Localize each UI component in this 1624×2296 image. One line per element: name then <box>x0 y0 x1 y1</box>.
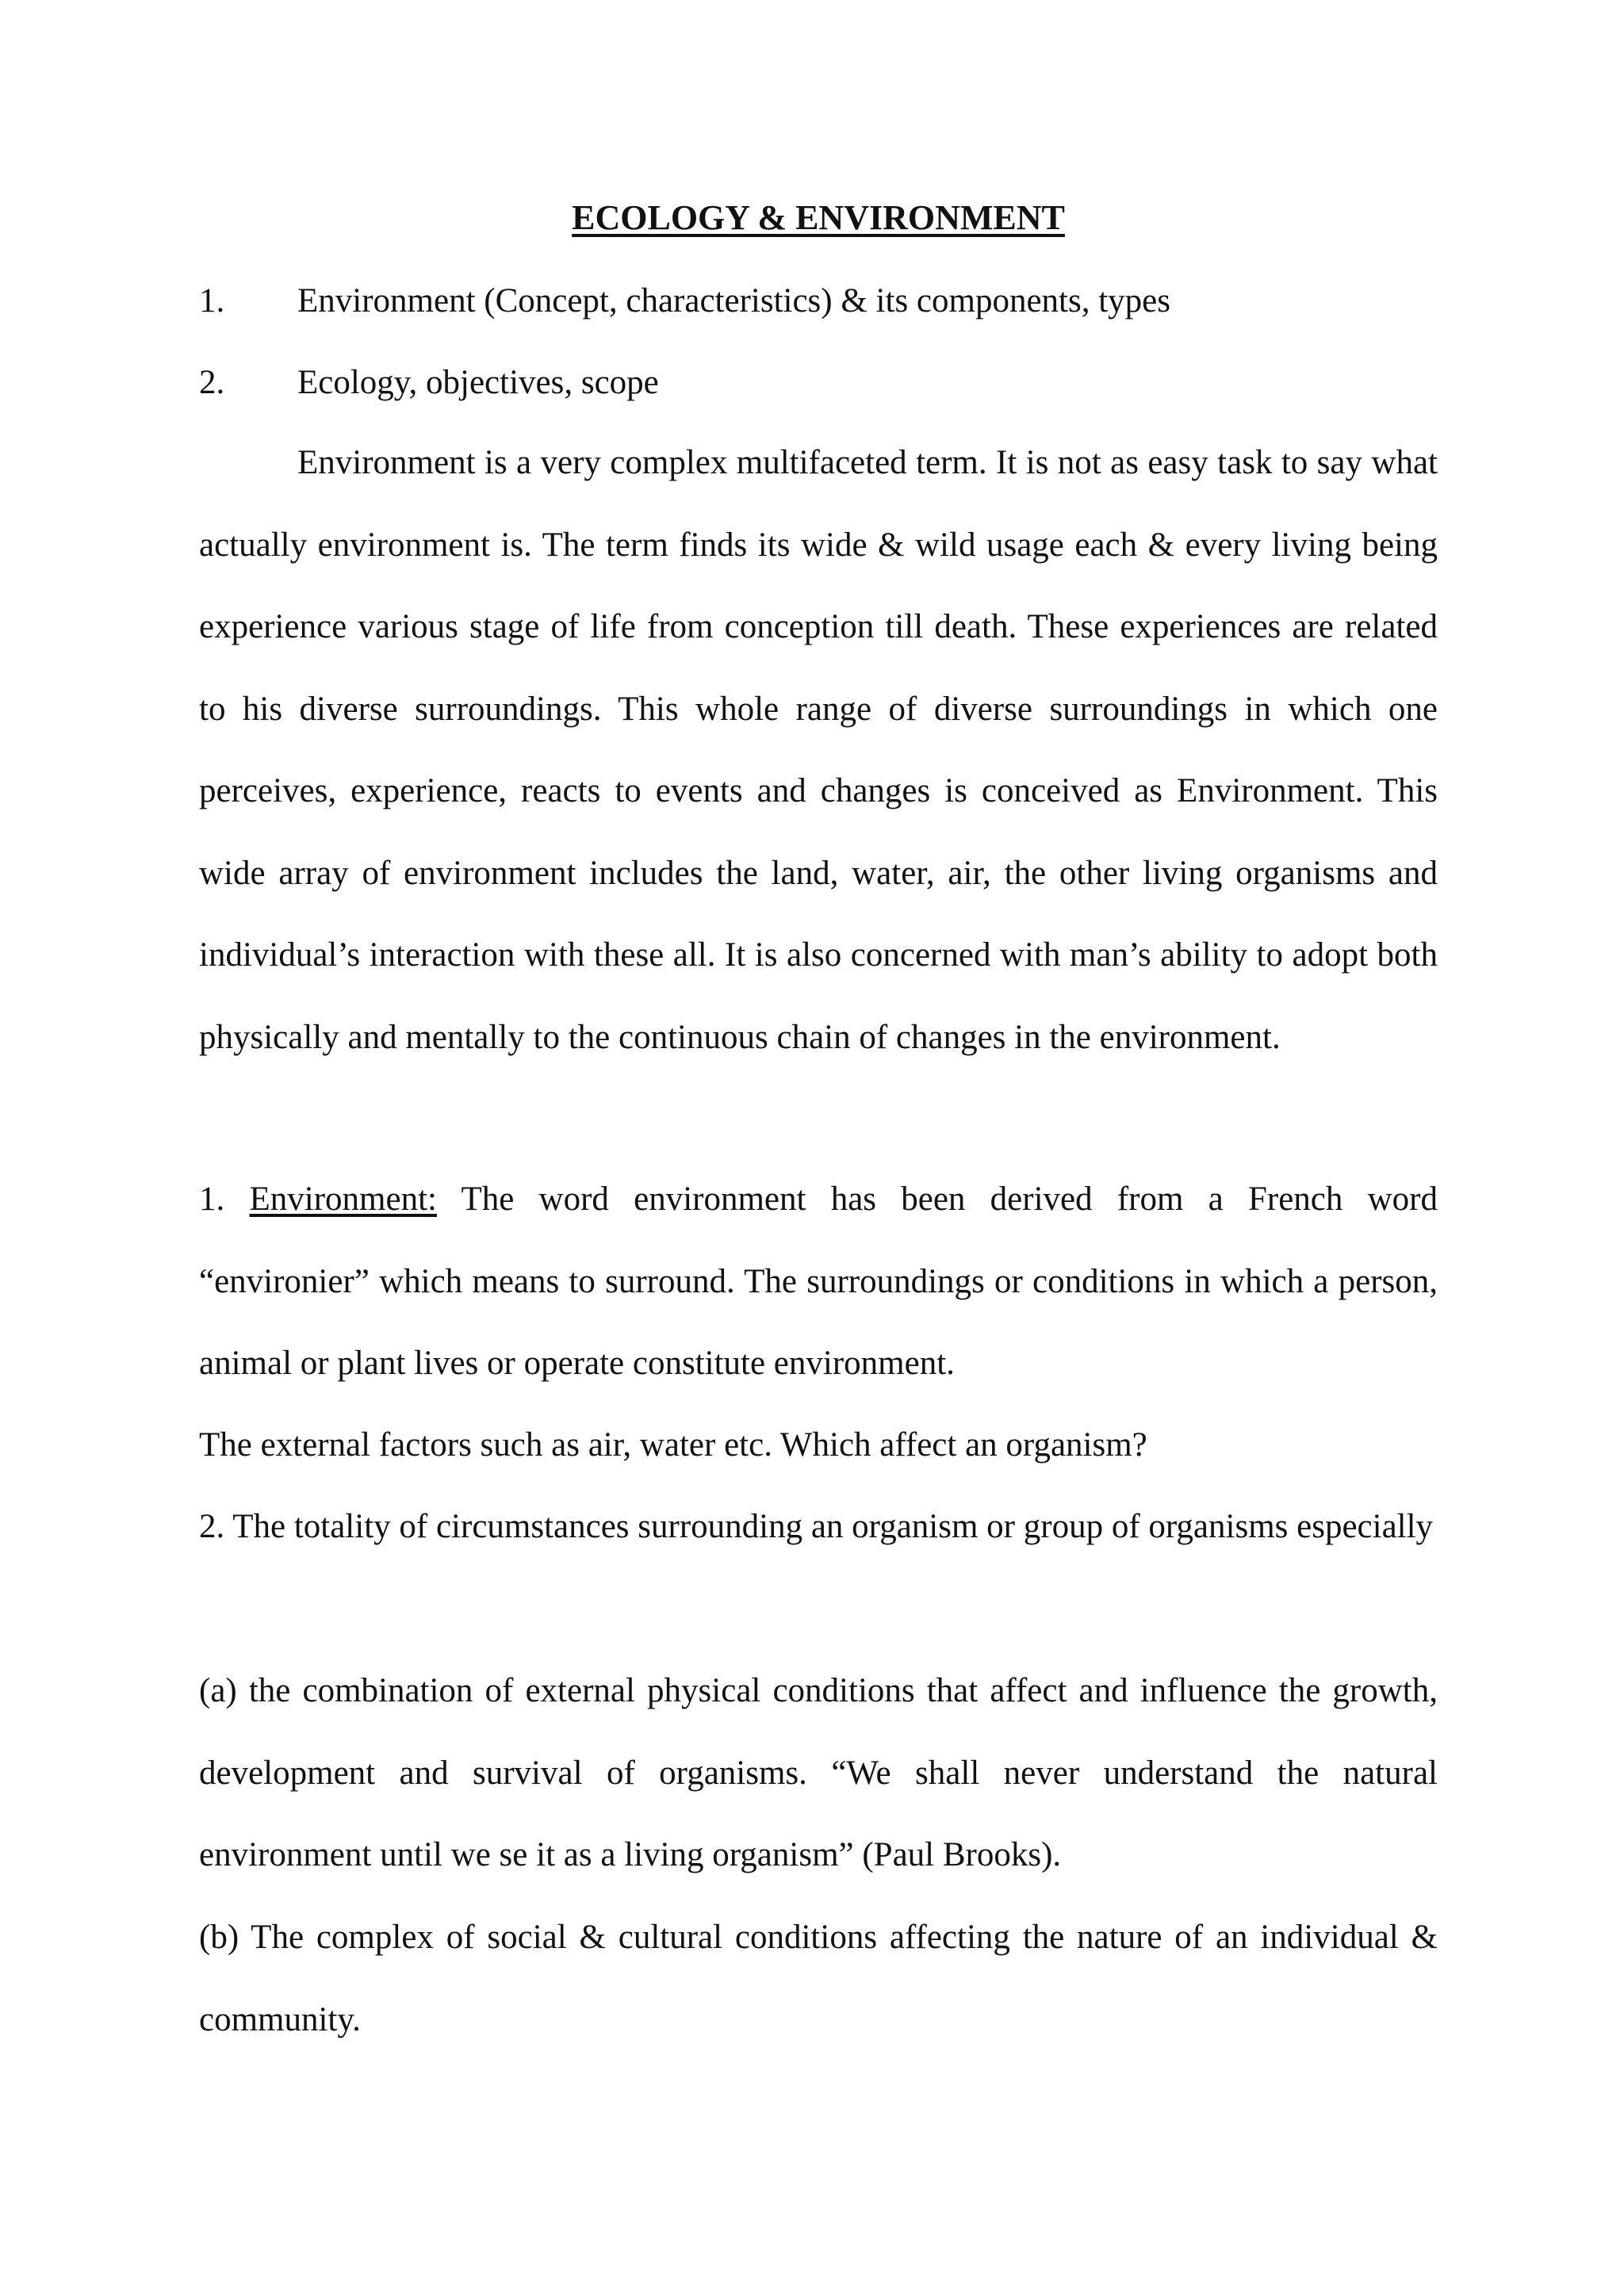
page-title: ECOLOGY & ENVIRONMENT <box>572 198 1065 237</box>
outline-item-text: Environment (Concept, characteristics) & its components, types <box>297 282 1170 320</box>
point-b-paragraph: (b) The complex of social & cultural conditions affecting the nature of an individual & community. <box>199 1919 1438 2038</box>
definition-2-paragraph: 2. The totality of circumstances surrounding an organism or group of organisms especially <box>199 1508 1434 1545</box>
outline-item-text: Ecology, objectives, scope <box>297 364 659 401</box>
outline-item <box>199 359 659 407</box>
outline-item <box>199 277 1170 325</box>
definition-1-text: The word environment has been derived from a French word “environier” which means to surround. The surroundings or conditions in which a person, animal or plant lives or operate constitute environment. <box>199 1181 1438 1382</box>
definition-1-term: Environment: <box>249 1181 437 1218</box>
outline-item-number: 2. <box>199 364 225 401</box>
external-factors-line: The external factors such as air, water etc. Which affect an organism? <box>199 1426 1147 1464</box>
definition-1-number: 1. <box>199 1181 225 1218</box>
outline-item-number: 1. <box>199 282 225 320</box>
intro-paragraph: Environment is a very complex multifaceted term. It is not as easy task to say what actually environment is. The term finds its wide & wild usage each & every living being experience various stage of life from conception till death. These experiences are related to his diverse surroundings. This whole range of diverse surroundings in which one perceives, experience, reacts to events and changes is conceived as Environment. This wide array of environment includes the land, water, air, the other living organisms and individual’s interaction with these all. It is also concerned with man’s ability to adopt both physically and mentally to the continuous chain of changes in the environment. <box>199 444 1438 1056</box>
point-a-paragraph: (a) the combination of external physical conditions that affect and influence the growth, development and survival of organisms. “We shall never understand the natural environment until we se it as a living organism” (Paul Brooks). <box>199 1672 1438 1873</box>
definition-1-paragraph <box>199 1158 1438 1405</box>
